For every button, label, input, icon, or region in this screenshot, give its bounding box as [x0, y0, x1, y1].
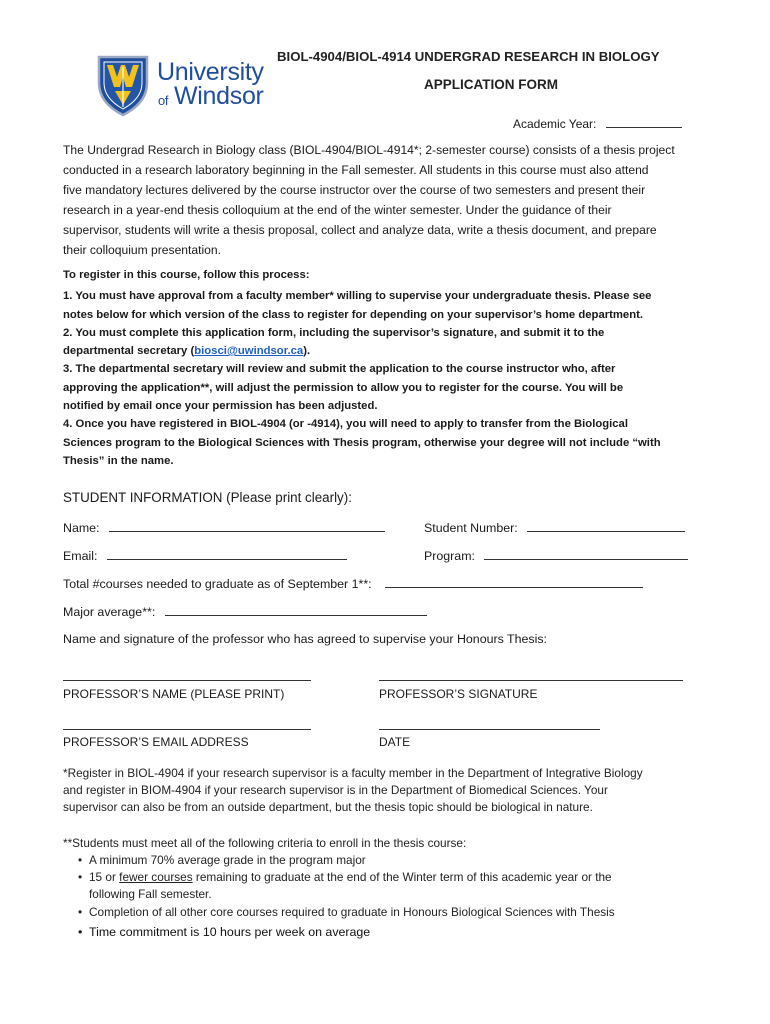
program-row [424, 547, 688, 563]
note-1 [63, 765, 643, 817]
bullet-icon: • [78, 924, 83, 939]
bullet-text: Completion of all other core courses required to graduate in Honours Biological Sciences with Thesis [89, 904, 615, 919]
step-2-text: departmental secretary ( [63, 345, 195, 358]
major-average-row [63, 603, 427, 619]
step-4 [63, 415, 661, 470]
date-label: DATE [379, 735, 411, 749]
intro-line: five mandatory lectures delivered by the course instructor over the course of two semesters and present their [63, 183, 646, 197]
step-2-line [63, 342, 661, 360]
note-1-line: supervisor can also be from an outside department, but the thesis topic should be biological in nature. [63, 800, 593, 815]
note-1-line: and register in BIOM-4904 if your research supervisor is in the Department of Biomedical Sciences. Your [63, 783, 608, 798]
step-3-line: notified by email once your permission has been adjusted. [63, 400, 378, 413]
bullet-text: remaining to graduate at the end of the Winter term of this academic year or the [192, 870, 612, 885]
bullet-text: Time commitment is 10 hours per week on average [89, 924, 371, 939]
form-subtitle: APPLICATION FORM [424, 77, 558, 92]
professor-signature-line[interactable] [379, 680, 683, 681]
step-1 [63, 287, 661, 324]
major-average-label: Major average**: [63, 605, 156, 619]
student-number-row [424, 519, 685, 535]
professor-signature-label: PROFESSOR’S SIGNATURE [379, 687, 538, 701]
university-logo [93, 52, 265, 118]
bullet-text: A minimum 70% average grade in the program major [89, 853, 366, 867]
intro-line: The Undergrad Research in Biology class (BIOL-4904/BIOL-4914*; 2-semester course) consists of a thesis project [63, 143, 675, 157]
list-item-continuation: following Fall semester. [89, 887, 212, 902]
intro-line: supervisor, students will write a thesis proposal, collect and analyze data, write a thesis document, and prepare [63, 223, 657, 237]
university-shield-icon [93, 53, 153, 117]
courses-needed-field[interactable] [385, 575, 643, 588]
step-1-line: 1. You must have approval from a faculty member* willing to supervise your undergraduate thesis. Please see [63, 290, 652, 303]
email-field[interactable] [107, 547, 347, 560]
step-4-line: Sciences program to the Biological Sciences with Thesis program, otherwise your degree will not include “with [63, 436, 661, 449]
professor-name-label: PROFESSOR’S NAME (PLEASE PRINT) [63, 687, 285, 701]
step-4-line: 4. Once you have registered in BIOL-4904 (or -4914), you will need to apply to transfer from the Biological [63, 418, 628, 431]
intro-line: research in a year-end thesis colloquium at the end of the winter semester. Under the guidance of their [63, 203, 612, 217]
bullet-icon: • [78, 853, 83, 867]
name-label: Name: [63, 521, 100, 535]
list-item [78, 924, 615, 941]
professor-email-label: PROFESSOR’S EMAIL ADDRESS [63, 735, 249, 749]
academic-year-label: Academic Year: [513, 117, 597, 131]
courses-needed-label: Total #courses needed to graduate as of September 1**: [63, 577, 372, 591]
step-1-line: notes below for which version of the class to register for depending on your supervisor’s home department. [63, 308, 644, 321]
form-title: BIOL-4904/BIOL-4914 UNDERGRAD RESEARCH IN BIOLOGY [277, 49, 660, 64]
logo-university-text: University [157, 58, 264, 86]
bullet-icon: • [78, 904, 83, 919]
step-3-line: approving the application**, will adjust the permission to allow you to register for the course. You will be [63, 381, 624, 394]
logo-windsor-text: Windsor [174, 82, 264, 110]
secretary-email-link[interactable]: biosci@uwindsor.ca [194, 345, 304, 358]
student-info-heading: STUDENT INFORMATION (Please print clearly): [63, 490, 352, 505]
intro-line: conducted in a research laboratory beginning in the Fall semester. All students in this course must also attend [63, 163, 649, 177]
intro-line: their colloquium presentation. [63, 243, 221, 257]
academic-year-row [513, 115, 682, 131]
email-label: Email: [63, 549, 98, 563]
step-3 [63, 360, 661, 415]
list-item [78, 904, 615, 921]
bullet-icon: • [78, 870, 83, 885]
date-line[interactable] [379, 729, 600, 730]
professor-email-line[interactable] [63, 729, 311, 730]
list-item [78, 869, 615, 886]
program-field[interactable] [484, 547, 688, 560]
email-row [63, 547, 347, 563]
professor-intro: Name and signature of the professor who has agreed to supervise your Honours Thesis: [63, 632, 547, 646]
process-section [63, 266, 661, 470]
bullet-text: 15 or [89, 870, 120, 885]
step-2-line: 2. You must complete this application form, including the supervisor’s signature, and submit it to the [63, 326, 605, 339]
note-1-line: *Register in BIOL-4904 if your research supervisor is a faculty member in the Department of Integrative Biology [63, 766, 643, 780]
professor-name-line[interactable] [63, 680, 311, 681]
student-number-label: Student Number: [424, 521, 518, 535]
bullet-text-underlined: fewer courses [119, 870, 193, 885]
logo-of-text: of [158, 93, 169, 108]
program-label: Program: [424, 549, 475, 563]
step-2 [63, 324, 661, 361]
name-row [63, 519, 385, 535]
note-2-heading: **Students must meet all of the following criteria to enroll in the thesis course: [63, 836, 467, 850]
name-field[interactable] [109, 519, 385, 532]
student-number-field[interactable] [527, 519, 685, 532]
step-2-text-end: ). [303, 345, 311, 358]
academic-year-field[interactable] [606, 115, 682, 128]
step-3-line: 3. The departmental secretary will review and submit the application to the course instructor who, after [63, 363, 616, 376]
courses-needed-row [63, 575, 643, 591]
step-4-line: Thesis” in the name. [63, 454, 174, 467]
list-item [78, 852, 615, 869]
major-average-field[interactable] [165, 603, 427, 616]
criteria-list [78, 852, 615, 941]
intro-paragraph [63, 140, 675, 260]
process-heading: To register in this course, follow this process: [63, 269, 310, 281]
